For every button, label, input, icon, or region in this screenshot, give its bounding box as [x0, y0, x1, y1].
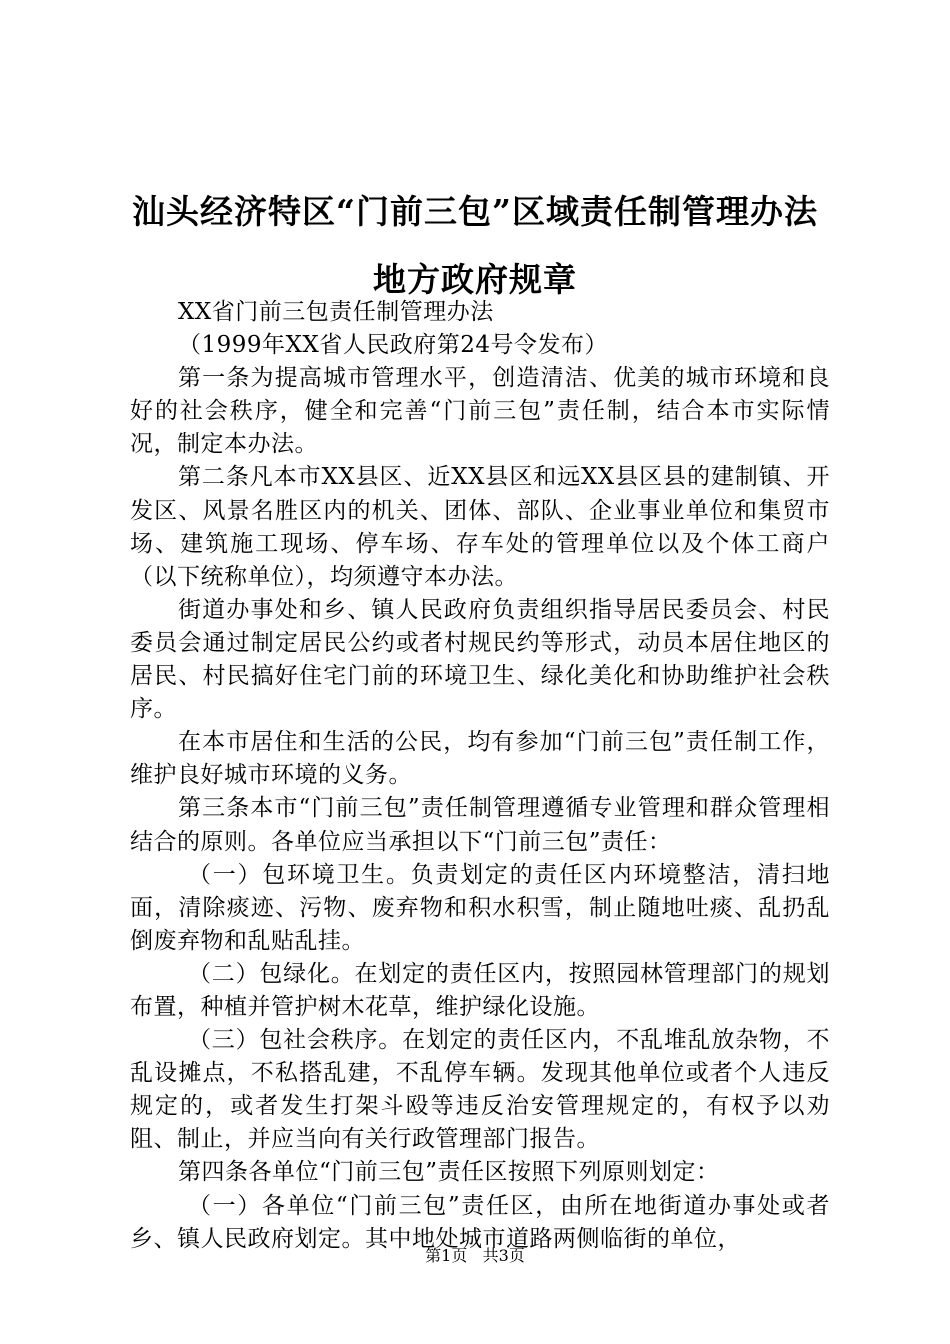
- page-number: 第1页: [425, 1246, 468, 1265]
- paragraph-article-4: 第四条各单位“门前三包”责任区按照下列原则划定：: [178, 1159, 720, 1186]
- paragraph-article-2-citizens: 在本市居住和生活的公民，均有参加“门前三包”责任制工作，维护良好城市环境的义务。: [130, 729, 830, 789]
- paragraph-law-name: XX省门前三包责任制管理办法: [178, 299, 494, 325]
- paragraph-article-4-item-1: （一）各单位“门前三包”责任区，由所在地街道办事处或者乡、镇人民政府划定。其中地处城市道路两侧临街的单位，: [130, 1192, 830, 1252]
- document-title: 汕头经济特区“门前三包”区域责任制管理办法地方政府规章: [132, 192, 818, 299]
- paragraph-article-3: 第三条本市“门前三包”责任制管理遵循专业管理和群众管理相结合的原则。各单位应当承担以下“门前三包”责任：: [130, 795, 830, 855]
- paragraph-article-3-item-1: （一）包环境卫生。负责划定的责任区内环境整洁，清扫地面，清除痰迹、污物、废弃物和积水积雪，制止随地吐痰、乱扔乱倒废弃物和乱贴乱挂。: [130, 861, 830, 954]
- paragraph-article-3-item-2: （二）包绿化。在划定的责任区内，按照园林管理部门的规划布置，种植并管护树木花草，维护绿化设施。: [130, 960, 830, 1020]
- paragraph-article-2: 第二条凡本市XX县区、近XX县区和远XX县区县的建制镇、开发区、风景名胜区内的机关、团体、部队、企业事业单位和集贸市场、建筑施工现场、停车场、存车处的管理单位以及个体工商户（以下统称单位），均须遵守本办法。: [130, 464, 830, 590]
- paragraph-issuance-note: （1999年XX省人民政府第24号令发布）: [178, 332, 609, 359]
- document-body: [130, 296, 830, 1256]
- page-footer: [0, 1246, 950, 1266]
- paragraph-article-2-subdistrict: 街道办事处和乡、镇人民政府负责组织指导居民委员会、村民委员会通过制定居民公约或者村规民约等形式，动员本居住地区的居民、村民搞好住宅门前的环境卫生、绿化美化和协助维护社会秩序。: [130, 596, 830, 723]
- paragraph-article-1: 第一条为提高城市管理水平，创造清洁、优美的城市环境和良好的社会秩序，健全和完善“门前三包”责任制，结合本市实际情况，制定本办法。: [130, 365, 830, 458]
- paragraph-article-3-item-3: （三）包社会秩序。在划定的责任区内，不乱堆乱放杂物，不乱设摊点，不私搭乱建，不乱停车辆。发现其他单位或者个人违反规定的，或者发生打架斗殴等违反治安管理规定的，有权予以劝阻、制止，并应当向有关行政管理部门报告。: [130, 1027, 830, 1153]
- page-total: 共3页: [482, 1246, 525, 1265]
